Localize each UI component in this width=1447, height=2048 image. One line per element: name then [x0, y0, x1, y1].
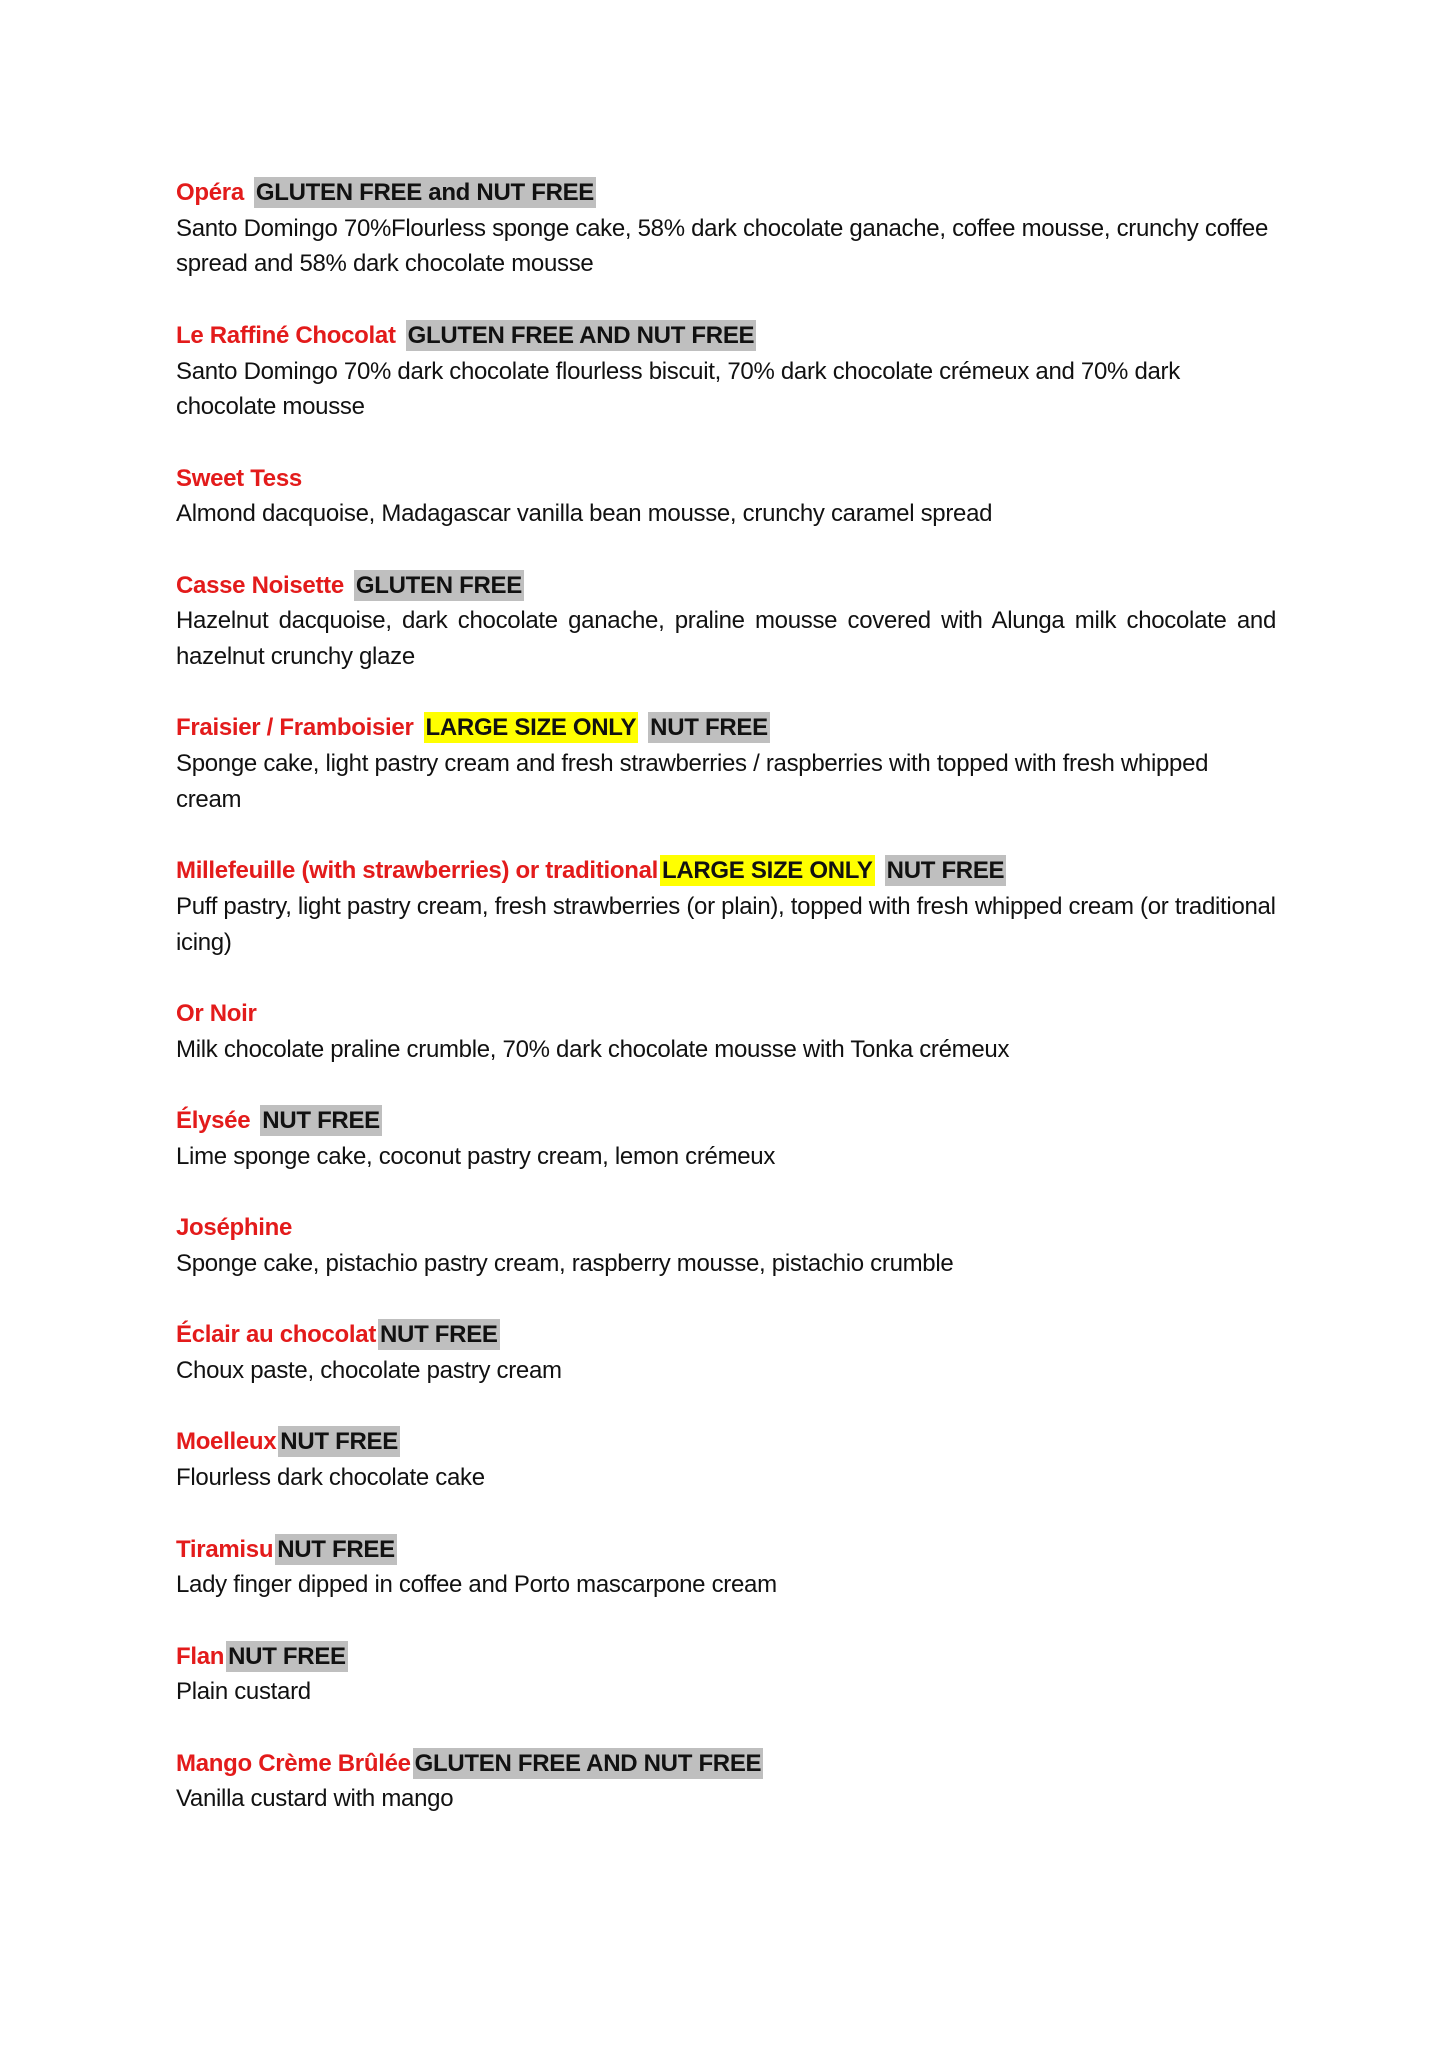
menu-item-description: Almond dacquoise, Madagascar vanilla bean mousse, crunchy caramel spread [176, 500, 993, 528]
menu-item-description: Plain custard [176, 1678, 311, 1706]
menu-item-description: Sponge cake, light pastry cream and fresh strawberries / raspberries with topped with fresh whipped cream [176, 750, 1209, 813]
menu-item [176, 996, 1276, 1067]
menu-item-name: Or Noir [176, 1000, 257, 1028]
menu-item-name: Casse Noisette [176, 571, 344, 599]
menu-item-name: Flan [176, 1642, 225, 1670]
menu-item [176, 1103, 1276, 1174]
menu-item-title-line [176, 710, 1276, 746]
menu-item-title-line [176, 1639, 1276, 1675]
menu-item-name: Millefeuille (with strawberries) or traditional [176, 857, 658, 885]
menu-item-description: Flourless dark chocolate cake [176, 1464, 485, 1492]
dietary-badge: NUT FREE [886, 857, 1005, 885]
menu-item [176, 175, 1276, 282]
menu-item-name: Élysée [176, 1107, 251, 1135]
menu-item [176, 710, 1276, 817]
menu-item-description: Santo Domingo 70%Flourless sponge cake, 58% dark chocolate ganache, coffee mousse, crunchy coffee spread and 58% dark chocolate mousse [176, 214, 1269, 278]
menu-item-title-line [176, 996, 1276, 1032]
menu-item [176, 1317, 1276, 1388]
menu-item-title-line [176, 318, 1276, 354]
menu-item-name: Le Raffiné Chocolat [176, 321, 396, 349]
menu-item-description: Santo Domingo 70% dark chocolate flourless biscuit, 70% dark chocolate crémeux and 70% dark chocolate mousse [176, 357, 1180, 421]
menu-item-title-line [176, 1746, 1276, 1782]
menu-item-description: Vanilla custard with mango [176, 1785, 454, 1813]
menu-item-name: Moelleux [176, 1428, 277, 1456]
menu-item [176, 568, 1276, 675]
menu-item-description: Hazelnut dacquoise, dark chocolate ganache, praline mousse covered with Alunga milk chocolate and hazelnut crunchy glaze [176, 607, 1276, 671]
dietary-badge: NUT FREE [650, 714, 768, 742]
size-badge: LARGE SIZE ONLY [662, 857, 873, 885]
menu-item-title-line [176, 853, 1276, 889]
menu-item-title-line [176, 1103, 1276, 1139]
size-badge: LARGE SIZE ONLY [425, 714, 637, 742]
menu-item-name: Tiramisu [176, 1535, 274, 1563]
dietary-badge: GLUTEN FREE AND NUT FREE [414, 1749, 762, 1777]
menu-item-name: Opéra [176, 179, 244, 206]
menu-item-name: Joséphine [176, 1214, 292, 1242]
dietary-badge: NUT FREE [280, 1428, 398, 1456]
menu-item [176, 318, 1276, 425]
menu-item-title-line [176, 461, 1276, 497]
menu-item [176, 1639, 1276, 1710]
menu-item-name: Mango Crème Brûlée [176, 1749, 411, 1777]
menu-item-title-line [176, 568, 1276, 604]
dietary-badge: GLUTEN FREE and NUT FREE [255, 179, 595, 206]
menu-item-name: Éclair au chocolat [176, 1321, 377, 1349]
menu-item-title-line [176, 1317, 1276, 1353]
menu-item [176, 1210, 1276, 1281]
dietary-badge: NUT FREE [380, 1321, 498, 1349]
menu-item-name: Fraisier / Framboisier [176, 714, 414, 742]
menu-item [176, 853, 1276, 960]
menu-item-description: Lady finger dipped in coffee and Porto mascarpone cream [176, 1571, 777, 1599]
dietary-badge: NUT FREE [228, 1642, 346, 1670]
menu-item-title-line [176, 1210, 1276, 1246]
dietary-badge: GLUTEN FREE AND NUT FREE [407, 321, 755, 349]
dietary-badge: GLUTEN FREE [355, 571, 522, 599]
menu-item [176, 461, 1276, 532]
dietary-badge: NUT FREE [262, 1107, 380, 1135]
menu-item-title-line [176, 1532, 1276, 1568]
menu-item-description: Puff pastry, light pastry cream, fresh strawberries (or plain), topped with fresh whipped cream (or traditional icing) [176, 892, 1276, 956]
menu-item [176, 1424, 1276, 1495]
menu-item-name: Sweet Tess [176, 464, 302, 492]
menu-item-title-line [176, 1424, 1276, 1460]
menu-item-description: Choux paste, chocolate pastry cream [176, 1357, 562, 1385]
menu-item [176, 1532, 1276, 1603]
menu-item [176, 1746, 1276, 1817]
menu-item-description: Milk chocolate praline crumble, 70% dark chocolate mousse with Tonka crémeux [176, 1035, 1010, 1063]
menu-item-title-line [176, 175, 1276, 211]
menu-item-description: Lime sponge cake, coconut pastry cream, lemon crémeux [176, 1142, 776, 1170]
dietary-badge: NUT FREE [277, 1535, 395, 1563]
menu-item-description: Sponge cake, pistachio pastry cream, raspberry mousse, pistachio crumble [176, 1249, 954, 1277]
dessert-menu [176, 175, 1276, 1853]
